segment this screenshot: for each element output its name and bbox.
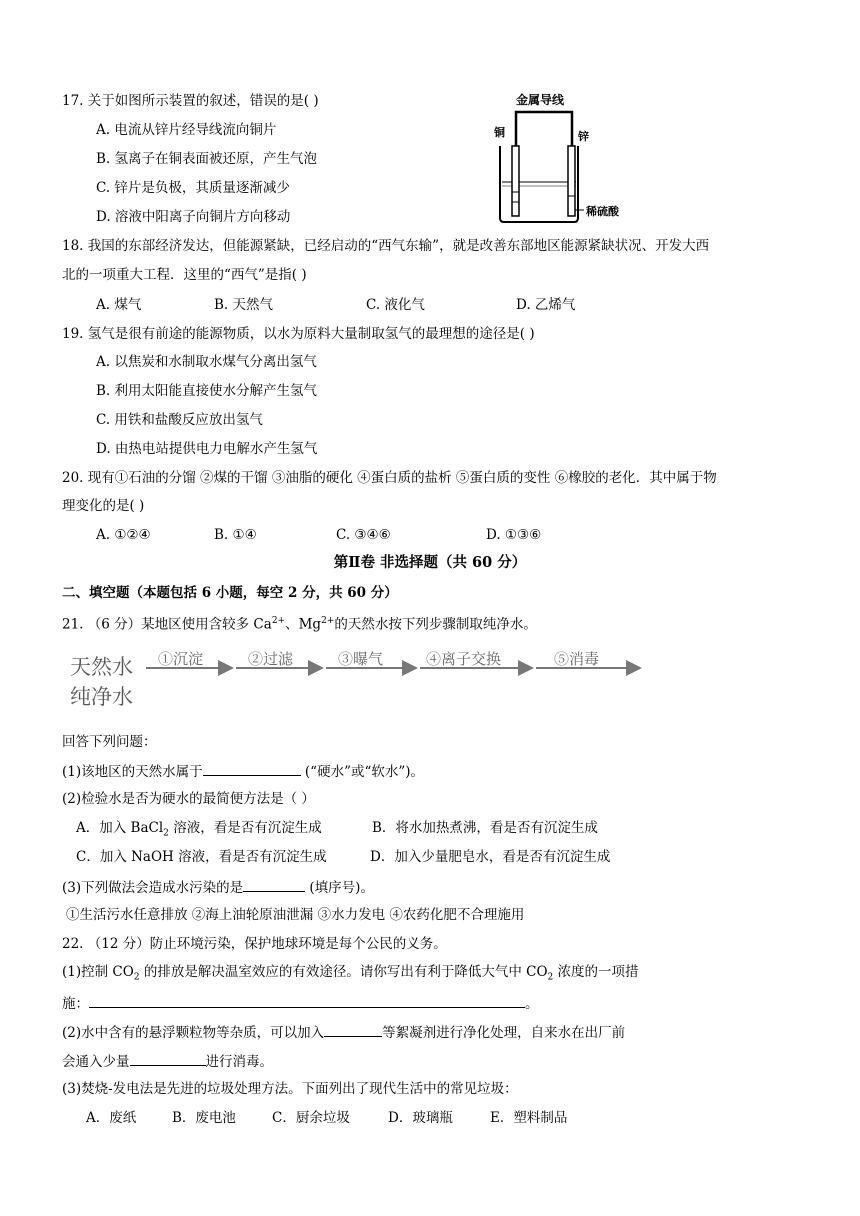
water-purification-flow (66, 644, 646, 710)
q22-part1-line2 (62, 993, 539, 1013)
q21-part3-pre: (3)下列做法会造成水污染的是 (62, 880, 244, 896)
q18-option-b: B. 天然气 (214, 297, 274, 313)
figure-acid-label: 稀硫酸 (586, 205, 619, 218)
q22-part3-option-c: C．厨余垃圾 (272, 1110, 350, 1126)
q22-part3-stem: (3)焚烧-发电法是先进的垃圾处理方法。下面列出了现代生活中的常见垃圾： (62, 1081, 518, 1097)
q22-stem: 22. （12 分）防止环境污染，保护地球环境是每个公民的义务。 (62, 936, 447, 952)
q21-stem-pre: 21. （6 分）某地区使用含较多 Ca (62, 616, 272, 633)
flow-step-5: ⑤消毒 (554, 650, 600, 668)
q22-part2-line2 (62, 1051, 273, 1071)
q22-part1-pre: (1)控制 CO (62, 964, 134, 980)
q21-part2-option-d: D．加入少量肥皂水，看是否有沉淀生成 (370, 849, 611, 865)
q22-part2-pre: (2)水中含有的悬浮颗粒物等杂质，可以加入 (62, 1025, 325, 1041)
q18-stem-line2: 北的一项重大工程．这里的“西气”是指( ) (62, 267, 307, 283)
q22-part1-mid: 的排放是解决温室效应的有效途径。请你写出有利于降低大气中 CO (139, 964, 548, 980)
flow-step-4: ④离子交换 (426, 650, 502, 668)
q21-part2-option-a-sub: 2 (163, 828, 169, 839)
q22-part1-post: 浓度的一项措 (553, 964, 639, 980)
q22-part3-option-b: B．废电池 (172, 1110, 236, 1126)
figure-wire-label: 金属导线 (516, 93, 565, 107)
q22-part1-line2-pre: 施： (62, 996, 89, 1012)
q21-part2-option-c: C．加入 NaOH 溶液，看是否有沉淀生成 (76, 849, 327, 865)
q21-stem-sep: 、Mg (285, 616, 322, 633)
q21-stem-post: 的天然水按下列步骤制取纯净水。 (334, 616, 537, 633)
q22-part3-option-e: E．塑料制品 (490, 1110, 568, 1126)
q21-part3-items: ①生活污水任意排放 ②海上油轮原油泄漏 ③水力发电 ④农药化肥不合理施用 (66, 907, 525, 923)
q20-option-d: D. ①③⑥ (486, 527, 542, 543)
q21-part1-pre: (1)该地区的天然水属于 (62, 764, 203, 780)
q21-stem (62, 612, 537, 634)
q19-option-a: A. 以焦炭和水制取水煤气分离出氢气 (96, 354, 317, 370)
part-2-heading: 二、填空题（本题包括 6 小题，每空 2 分，共 60 分） (62, 585, 398, 601)
q22-part2-blank1 (324, 1022, 382, 1037)
flow-step-2: ②过滤 (248, 650, 294, 668)
q20-option-c: C. ③④⑥ (336, 527, 391, 543)
flow-start-label: 天然水 (70, 655, 133, 679)
q19-option-b: B. 利用太阳能直接使水分解产生氢气 (96, 383, 318, 399)
q21-part1-post: (“硬水”或“软水”)。 (300, 764, 425, 780)
figure-copper-label: 铜 (494, 126, 505, 139)
q21-part2-stem: (2)检验水是否为硬水的最简便方法是（ ） (62, 791, 315, 807)
q18-option-a: A. 煤气 (96, 297, 142, 313)
q22-part1-blank (89, 993, 525, 1008)
galvanic-cell-figure (486, 90, 632, 230)
q22-part1-sub2: 2 (547, 972, 554, 983)
q21-part3 (62, 877, 374, 897)
q18-option-c: C. 液化气 (366, 297, 425, 313)
q19-option-c: C. 用铁和盐酸反应放出氢气 (96, 412, 263, 428)
q22-part3-option-a: A．废纸 (86, 1110, 137, 1126)
q20-stem-line1: 20. 现有①石油的分馏 ②煤的干馏 ③油脂的硬化 ④蛋白质的盐析 ⑤蛋白质的变性 ⑥橡胶的老化．其中属于物 (62, 470, 717, 486)
q21-part2-option-a (76, 819, 322, 843)
section-2-title: 第Ⅱ卷 非选择题（共 60 分） (333, 554, 527, 571)
q22-part2-post: 等絮凝剂进行净化处理，自来水在出厂前 (382, 1025, 626, 1041)
q22-part2-blank2 (130, 1051, 206, 1066)
q17-option-b: B. 氢离子在铜表面被还原，产生气泡 (96, 151, 318, 167)
q18-option-d: D. 乙烯气 (516, 297, 576, 313)
q21-part3-blank (243, 877, 305, 892)
q22-part2-line2-post: 进行消毒。 (205, 1054, 273, 1070)
q22-part1-line2-post: 。 (525, 996, 539, 1012)
q22-part3-option-d: D．玻璃瓶 (388, 1110, 453, 1126)
q21-part1-blank (203, 761, 301, 776)
q21-part3-post: (填序号)。 (305, 880, 374, 896)
q22-part1-line1 (62, 963, 639, 987)
q21-part2-option-b: B．将水加热煮沸，看是否有沉淀生成 (372, 820, 598, 836)
q21-mg-charge: 2+ (321, 616, 335, 626)
q22-part1-sub1: 2 (133, 972, 140, 983)
q17-option-a: A. 电流从锌片经导线流向铜片 (96, 122, 277, 138)
q17-option-d: D. 溶液中阳离子向铜片方向移动 (96, 209, 291, 225)
q19-stem: 19. 氢气是很有前途的能源物质，以水为原料大量制取氢气的最理想的途径是( ) (62, 326, 535, 342)
q21-ca-charge: 2+ (271, 616, 286, 626)
figure-zinc-label: 锌 (578, 130, 589, 143)
q21-part2-option-a-post: 溶液，看是否有沉淀生成 (168, 820, 322, 836)
q21-answer-prompt: 回答下列问题： (62, 734, 157, 750)
q17-stem: 17. 关于如图所示装置的叙述，错误的是( ) (62, 93, 319, 109)
q20-option-b: B. ①④ (214, 527, 257, 543)
q22-part2-line2-pre: 会通入少量 (62, 1054, 130, 1070)
q22-part2-line1 (62, 1022, 625, 1042)
q21-part1 (62, 761, 424, 781)
q21-part2-option-a-pre: A．加入 BaCl (76, 820, 164, 836)
q17-option-c: C. 锌片是负极，其质量逐渐减少 (96, 180, 290, 196)
flow-step-1: ①沉淀 (158, 650, 204, 668)
q20-option-a: A. ①②④ (96, 527, 151, 543)
flow-step-3: ③曝气 (338, 650, 384, 668)
flow-end-label: 纯净水 (70, 685, 133, 709)
q18-stem-line1: 18. 我国的东部经济发达，但能源紧缺，已经启动的“西气东输”，就是改善东部地区能源紧缺状况、开发大西 (62, 238, 710, 254)
q20-stem-line2: 理变化的是( ) (62, 498, 145, 514)
q19-option-d: D. 由热电站提供电力电解水产生氢气 (96, 441, 318, 457)
